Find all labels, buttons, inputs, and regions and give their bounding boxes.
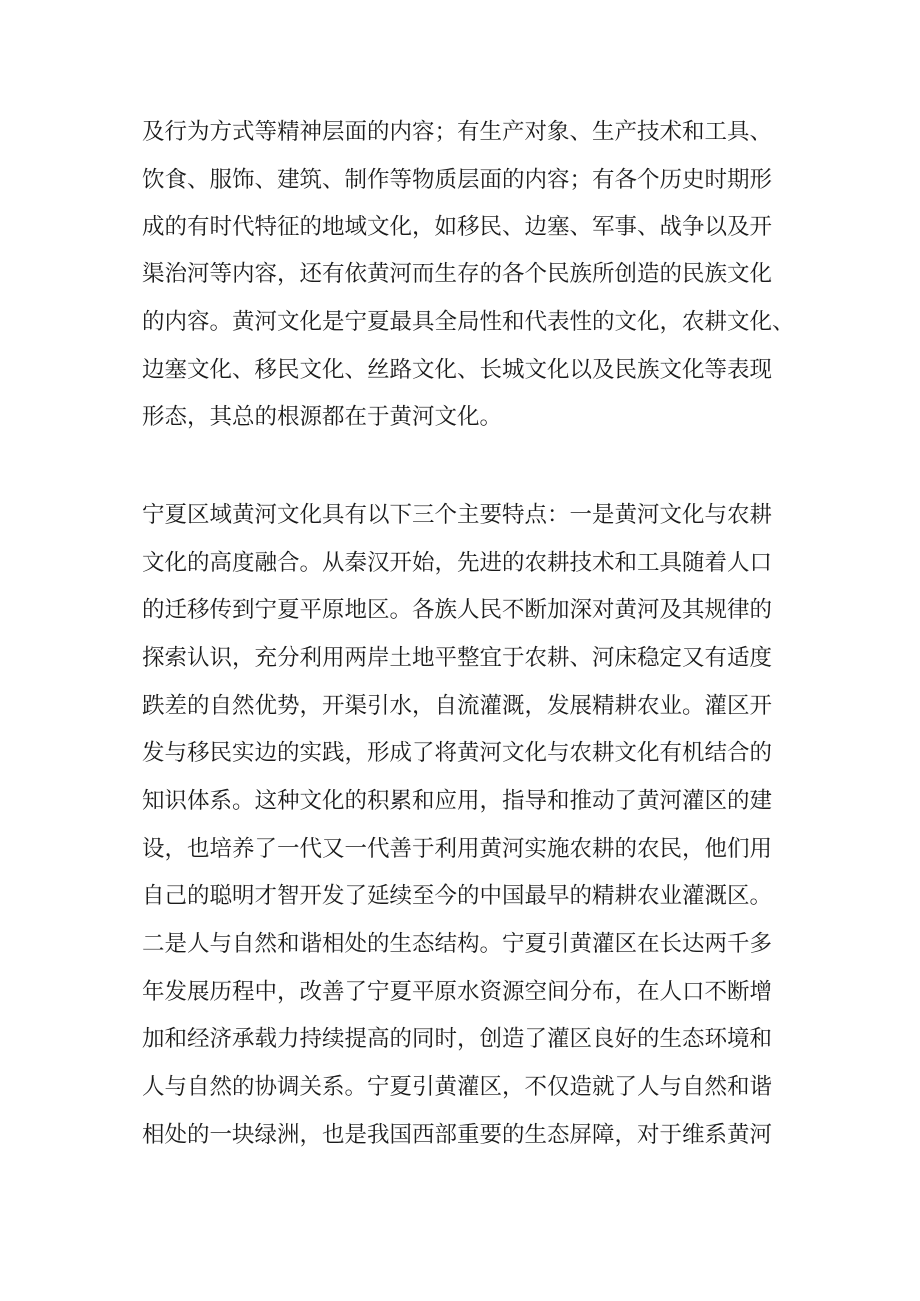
paragraph-1-line: 及行为方式等精神层面的内容；有生产对象、生产技术和工具、 (142, 119, 773, 145)
paragraph-1-line: 渠治河等内容，还有依黄河而生存的各个民族所创造的民族文化 (142, 261, 773, 287)
paragraph-1-line: 的内容。黄河文化是宁夏最具全局性和代表性的文化，农耕文化、 (142, 309, 795, 335)
paragraph-2-line: 知识体系。这种文化的积累和应用，指导和推动了黄河灌区的建 (142, 788, 773, 814)
paragraph-2-line: 年发展历程中，改善了宁夏平原水资源空间分布，在人口不断增 (142, 979, 773, 1005)
paragraph-2-line: 加和经济承载力持续提高的同时，创造了灌区良好的生态环境和 (142, 1026, 773, 1052)
paragraph-2-line: 相处的一块绿洲，也是我国西部重要的生态屏障，对于维系黄河 (142, 1122, 773, 1148)
paragraph-2-line: 二是人与自然和谐相处的生态结构。宁夏引黄灌区在长达两千多 (142, 931, 773, 957)
paragraph-2-line: 设，也培养了一代又一代善于利用黄河实施农耕的农民，他们用 (142, 836, 773, 862)
paragraph-1-line: 成的有时代特征的地域文化，如移民、边塞、军事、战争以及开 (142, 214, 773, 240)
paragraph-2-line: 的迁移传到宁夏平原地区。各族人民不断加深对黄河及其规律的 (142, 597, 773, 623)
paragraph-1-line: 边塞文化、移民文化、丝路文化、长城文化以及民族文化等表现 (142, 357, 773, 383)
paragraph-2-line: 宁夏区域黄河文化具有以下三个主要特点：一是黄河文化与农耕 (142, 502, 773, 528)
paragraph-2-line: 发与移民实边的实践，形成了将黄河文化与农耕文化有机结合的 (142, 740, 773, 766)
paragraph-2-line: 自己的聪明才智开发了延续至今的中国最早的精耕农业灌溉区。 (142, 883, 773, 909)
paragraph-2-line: 跌差的自然优势，开渠引水，自流灌溉，发展精耕农业。灌区开 (142, 693, 773, 719)
paragraph-2-line: 文化的高度融合。从秦汉开始，先进的农耕技术和工具随着人口 (142, 550, 773, 576)
paragraph-1-line: 饮食、服饰、建筑、制作等物质层面的内容；有各个历史时期形 (142, 167, 773, 193)
paragraph-2-line: 人与自然的协调关系。宁夏引黄灌区，不仅造就了人与自然和谐 (142, 1074, 773, 1100)
paragraph-2-line: 探索认识，充分利用两岸土地平整宜于农耕、河床稳定又有适度 (142, 645, 773, 671)
paragraph-1-line: 形态，其总的根源都在于黄河文化。 (142, 404, 503, 430)
